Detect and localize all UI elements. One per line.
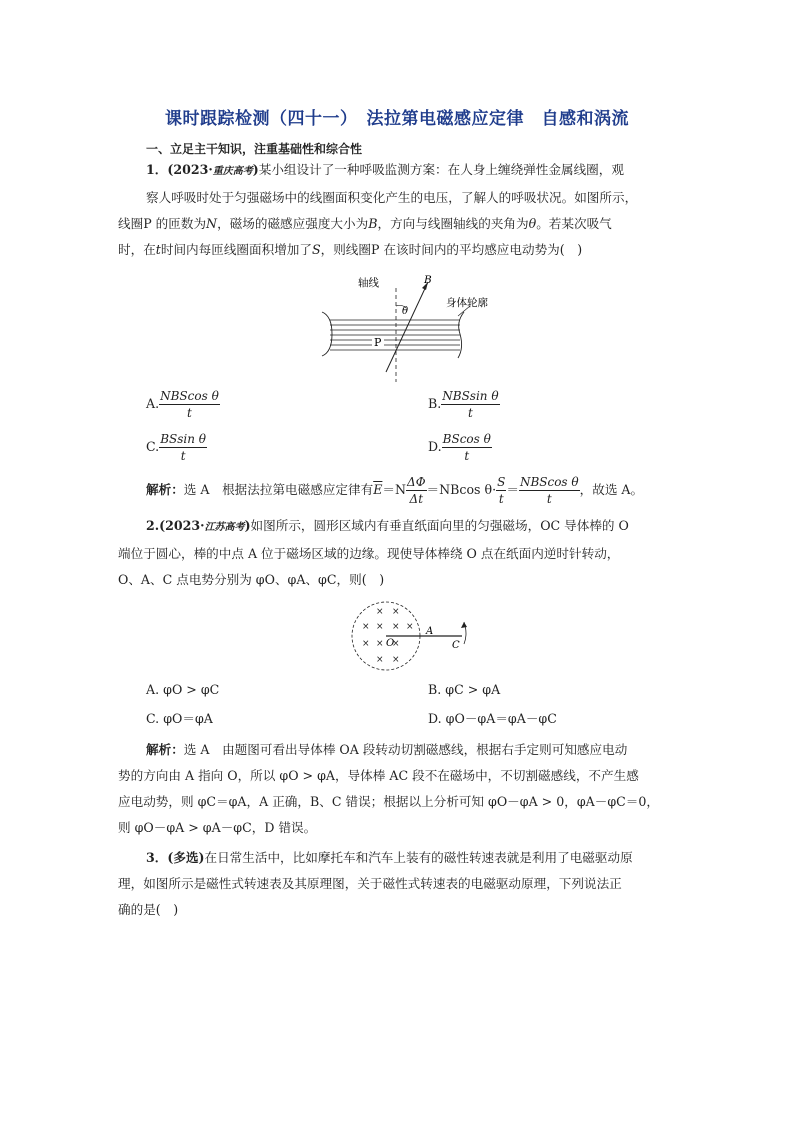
question-3 [118,845,678,923]
q1-text-1: 某小组设计了一种呼吸监测方案：在人身上缠绕弹性金属线圈，观 [258,162,624,177]
cross: × [376,607,384,617]
point-O: O [386,638,395,649]
q2-number: 2. [146,518,160,533]
cross: × [362,639,370,649]
q1-var-t: t [155,242,161,257]
answer-text: 选 A 由题图可看出导体棒 OA 段转动切割磁感线，根据右手定则可知感应电动 [183,742,628,757]
answer-label: 解析： [146,742,184,757]
cross: × [392,655,400,665]
q3-line-1 [118,845,678,871]
answer-text: 选 A 根据法拉第电磁感应定律有 [183,482,374,497]
q1-line-2: 察人呼吸时处于匀强磁场中的线圈面积变化产生的电压，了解人的呼吸状况。如图所示， [146,190,638,205]
coil-label-P: P [374,336,382,349]
frac-den: t [468,406,473,420]
q1-text-4a: 时，在 [118,242,156,257]
frac-num: BSsin θ [160,432,207,446]
magnetic-field-B [386,282,428,372]
q2-source: 江苏高考 [204,522,245,533]
option-text: φO > φC [163,682,220,697]
option-fraction [159,431,207,464]
option-label: D. [428,711,442,726]
cross: × [376,622,384,632]
cross: × [392,639,400,649]
q2-line-2: 端位于圆心，棒的中点 A 位于磁场区域的边缘。现使导体棒绕 O 点在纸面内逆时针转动， [118,546,620,561]
frac-num: ΔΦ [407,475,426,489]
angle-label-theta: θ [402,306,409,317]
answer-frac-2 [496,474,506,507]
q1-line-1 [118,157,678,185]
frac-den: Δt [409,492,424,506]
frac-num: NBSsin θ [442,389,499,403]
option-label: C. [146,711,160,726]
rotation-arrow-head [461,622,467,628]
option-fraction [442,431,492,464]
q1-source: 重庆高考 [212,166,253,177]
q1-text-4b: 时间内每匝线圈面积增加了 [160,242,312,257]
q1-var-N: N [206,216,218,231]
cross: × [376,655,384,665]
q2-line-1 [118,513,678,541]
q3-number: 3． [146,850,168,865]
frac-den: t [464,449,470,463]
answer-frac-1 [406,474,427,507]
option-text: φC > φA [445,682,501,697]
q3-line-2: 理，如图所示是磁性式转速表及其原理图，关于磁性式转速表的电磁驱动原理，下列说法正 [118,876,622,891]
q2-answer [118,737,678,841]
q1-text-3d: 。若某次吸气 [536,216,612,231]
answer-eq-1: ＝N [382,482,407,497]
q3-tag: (多选) [167,850,205,865]
option-label: B. [428,682,442,697]
frac-den: t [498,492,504,506]
q2-answer-line-1 [118,737,678,763]
q3-text-1: 在日常生活中，比如摩托车和汽车上装有的磁性转速表就是利用了电磁驱动原 [204,850,633,865]
q2-text-1: 如图所示，圆形区域内有垂直纸面向里的匀强磁场，OC 导体棒的 O [250,518,629,533]
cross: × [376,639,384,649]
frac-den: t [180,449,186,463]
q2-option-c[interactable] [146,708,213,727]
q2-src-open: (2023· [159,518,205,533]
option-label: B. [428,396,442,411]
cross: × [392,607,400,617]
option-text: φO＝φA [163,711,213,726]
q2-answer-line-3: 应电动势，则 φC＝φA，A 正确，B、C 错误；根据以上分析可知 φO－φA > 0，φA－φC＝0， [118,794,659,809]
option-label: A. [146,682,160,697]
answer-frac-3 [519,474,580,507]
q1-text-3c: ，方向与线圈轴线的夹角为 [377,216,529,231]
q1-text-3a: 线圈P 的匝数为 [118,216,207,231]
answer-var-E: $\overline{E}$ [373,482,383,497]
q1-src-close: ) [252,162,259,177]
q1-option-d[interactable] [428,431,492,464]
q1-option-a[interactable] [146,388,220,421]
frac-num: NBScos θ [160,389,219,403]
option-label: C. [146,439,160,454]
q1-answer [146,474,643,507]
q1-text-4c: ，则线圈P 在该时间内的平均感应电动势为( ) [320,242,583,257]
q2-answer-line-2: 势的方向由 A 指向 O，所以 φO > φA，导体棒 AC 段不在磁场中，不切割磁感线，不产生感 [118,768,639,783]
section-heading: 一、立足主干知识，注重基础性和综合性 [146,142,363,156]
point-A: A [426,626,434,637]
option-label: A. [146,396,160,411]
q1-text-3b: ，磁场的磁感应强度大小为 [217,216,369,231]
frac-den: t [187,406,192,420]
answer-eq-2: ＝NBcos θ· [426,482,497,497]
q2-line-3: O、A、C 点电势分别为 φO、φA、φC，则( ) [118,572,385,587]
question-1 [118,157,678,263]
frac-num: S [497,475,506,489]
coil-figure [318,272,518,382]
q1-var-B: B [368,216,378,231]
coil-windings [330,320,460,350]
q2-answer-line-4: 则 φO－φA > φA－φC，D 错误。 [118,820,317,835]
cross: × [406,622,414,632]
q1-number: 1． [146,162,168,177]
q2-option-b[interactable] [428,682,500,697]
q1-line-4 [118,237,678,263]
circle-field-figure [346,598,476,678]
option-text: φO－φA＝φA－φC [445,711,557,726]
question-2 [118,513,678,593]
q3-line-3: 确的是( ) [118,902,179,917]
axis-label: 轴线 [358,277,379,289]
q2-option-a[interactable] [146,682,219,697]
answer-label: 解析： [146,482,184,497]
option-label: D. [428,439,442,454]
q1-option-b[interactable] [428,388,500,421]
frac-num: BScos θ [442,432,491,446]
q1-src-open: (2023· [167,162,213,177]
frac-num: NBScos θ [519,475,579,489]
option-fraction [159,388,220,421]
q1-line-3 [118,211,678,237]
field-label-B: B [424,274,432,286]
q2-src-close: ) [244,518,251,533]
option-fraction [441,388,499,421]
body-outline-left [322,312,332,356]
answer-eq-3: ＝ [506,482,519,497]
q1-var-S: S [311,242,321,257]
body-outline-label: 身体轮廓 [446,297,488,309]
q1-var-theta: θ [528,216,537,231]
q1-option-c[interactable] [146,431,207,464]
page-title: 课时跟踪检测（四十一） 法拉第电磁感应定律 自感和涡流 [165,109,629,129]
cross: × [392,622,400,632]
point-C: C [452,640,460,651]
q2-option-d[interactable] [428,708,557,727]
cross: × [362,622,370,632]
frac-den: t [546,492,552,506]
answer-end: ，故选 A。 [579,482,644,497]
